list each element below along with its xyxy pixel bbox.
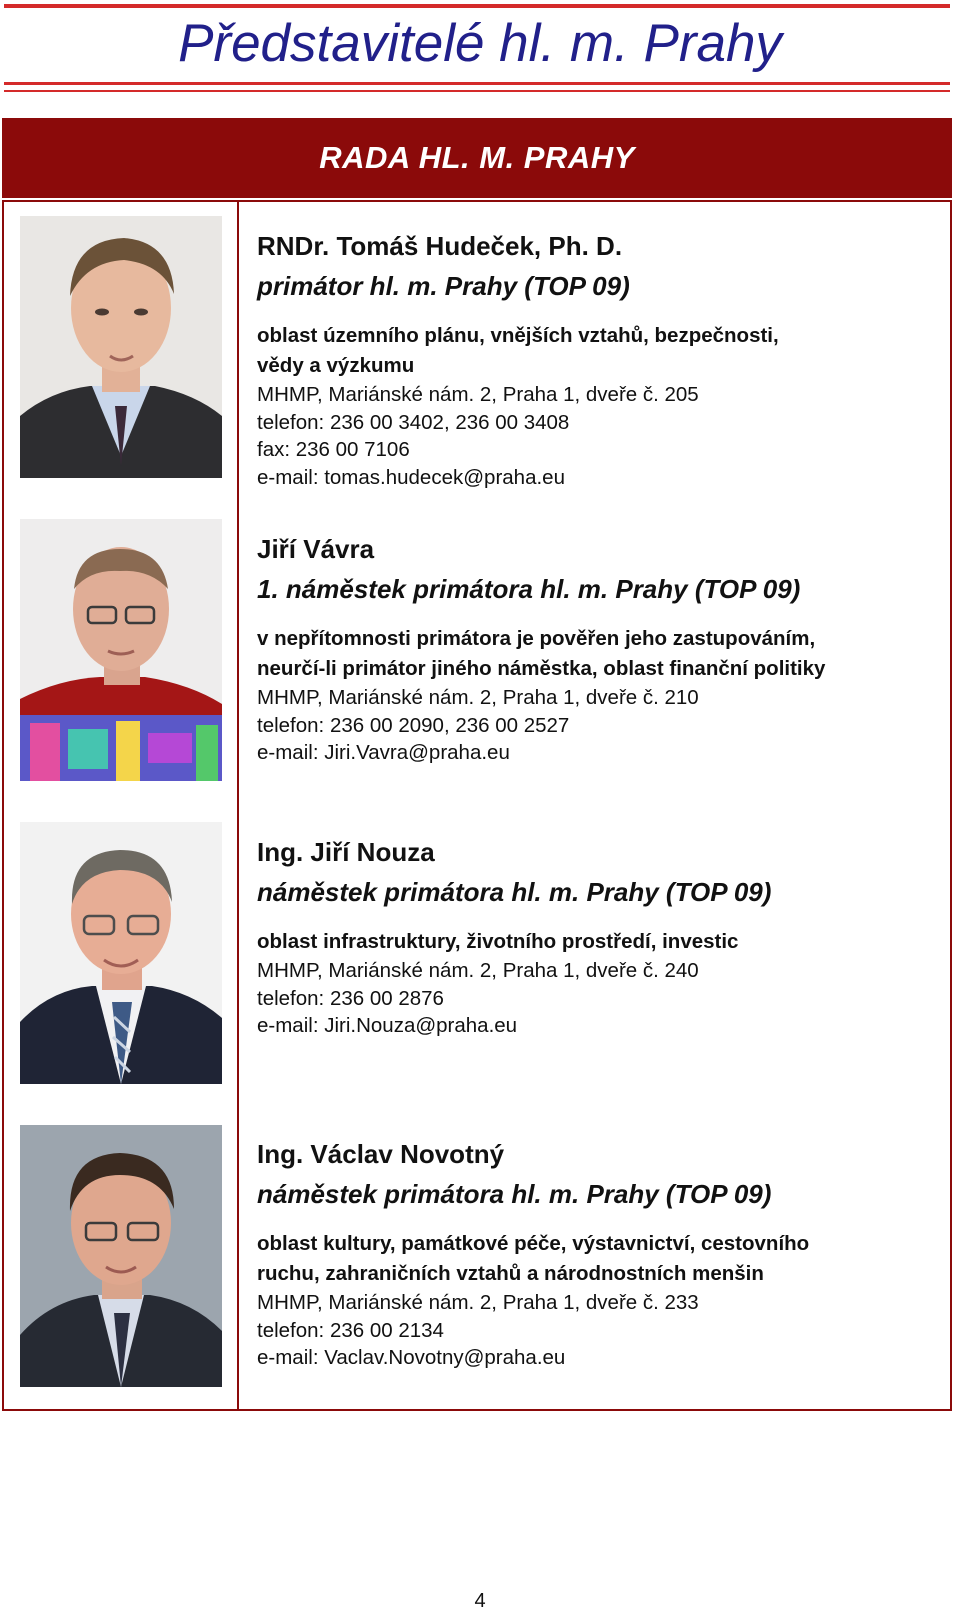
- member-email[interactable]: e-mail: Jiri.Vavra@praha.eu: [257, 741, 510, 764]
- member-address: MHMP, Mariánské nám. 2, Praha 1, dveře č. 233: [257, 1291, 699, 1314]
- member-phone: telefon: 236 00 2134: [257, 1318, 444, 1342]
- member-entry: [257, 832, 937, 1040]
- member-area: vědy a výzkumu: [257, 354, 415, 377]
- member-address: MHMP, Mariánské nám. 2, Praha 1, dveře č. 240: [257, 959, 699, 982]
- member-address: MHMP, Mariánské nám. 2, Praha 1, dveře č. 205: [257, 383, 699, 406]
- member-entry: [257, 1134, 937, 1372]
- member-email[interactable]: e-mail: Vaclav.Novotny@praha.eu: [257, 1346, 566, 1369]
- member-entry: [257, 529, 937, 767]
- member-role: 1. náměstek primátora hl. m. Prahy (TOP 09): [257, 574, 801, 604]
- member-area: oblast územního plánu, vnějších vztahů, bezpečnosti,: [257, 324, 779, 347]
- portrait-photo: [20, 216, 222, 478]
- title-underline: [4, 82, 950, 85]
- member-phone: telefon: 236 00 2090, 236 00 2527: [257, 713, 570, 737]
- banner-title: RADA HL. M. PRAHY: [319, 140, 635, 175]
- portrait-photo: [20, 1125, 222, 1387]
- member-name: Jiří Vávra: [257, 534, 375, 564]
- member-email[interactable]: e-mail: Jiri.Nouza@praha.eu: [257, 1014, 518, 1037]
- page-number: 4: [474, 1590, 486, 1612]
- member-entry: [257, 226, 937, 491]
- member-area: oblast kultury, památkové péče, výstavnictví, cestovního: [257, 1232, 810, 1255]
- top-rule: [4, 4, 950, 8]
- member-area: oblast infrastruktury, životního prostředí, investic: [257, 930, 739, 953]
- member-name: Ing. Václav Novotný: [257, 1139, 505, 1169]
- member-area: v nepřítomnosti primátora je pověřen jeho zastupováním,: [257, 627, 816, 650]
- member-area: ruchu, zahraničních vztahů a národnostních menšin: [257, 1262, 764, 1285]
- title-underline-thin: [4, 90, 950, 92]
- member-name: Ing. Jiří Nouza: [257, 837, 435, 867]
- section-banner: [2, 118, 952, 198]
- member-fax: fax: 236 00 7106: [257, 438, 410, 461]
- member-role: náměstek primátora hl. m. Prahy (TOP 09): [257, 1179, 772, 1209]
- portrait-photo: [20, 822, 222, 1084]
- member-role: primátor hl. m. Prahy (TOP 09): [257, 271, 630, 301]
- portrait-photo: [20, 519, 222, 781]
- member-phone: telefon: 236 00 3402, 236 00 3408: [257, 410, 570, 434]
- member-name: RNDr. Tomáš Hudeček, Ph. D.: [257, 231, 623, 261]
- column-divider: [237, 200, 239, 1411]
- member-phone: telefon: 236 00 2876: [257, 986, 444, 1010]
- member-email[interactable]: e-mail: tomas.hudecek@praha.eu: [257, 465, 565, 489]
- member-area: neurčí-li primátor jiného náměstka, oblast finanční politiky: [257, 657, 826, 680]
- member-role: náměstek primátora hl. m. Prahy (TOP 09): [257, 877, 772, 907]
- member-address: MHMP, Mariánské nám. 2, Praha 1, dveře č. 210: [257, 686, 699, 709]
- page-title: Představitelé hl. m. Prahy: [178, 14, 782, 73]
